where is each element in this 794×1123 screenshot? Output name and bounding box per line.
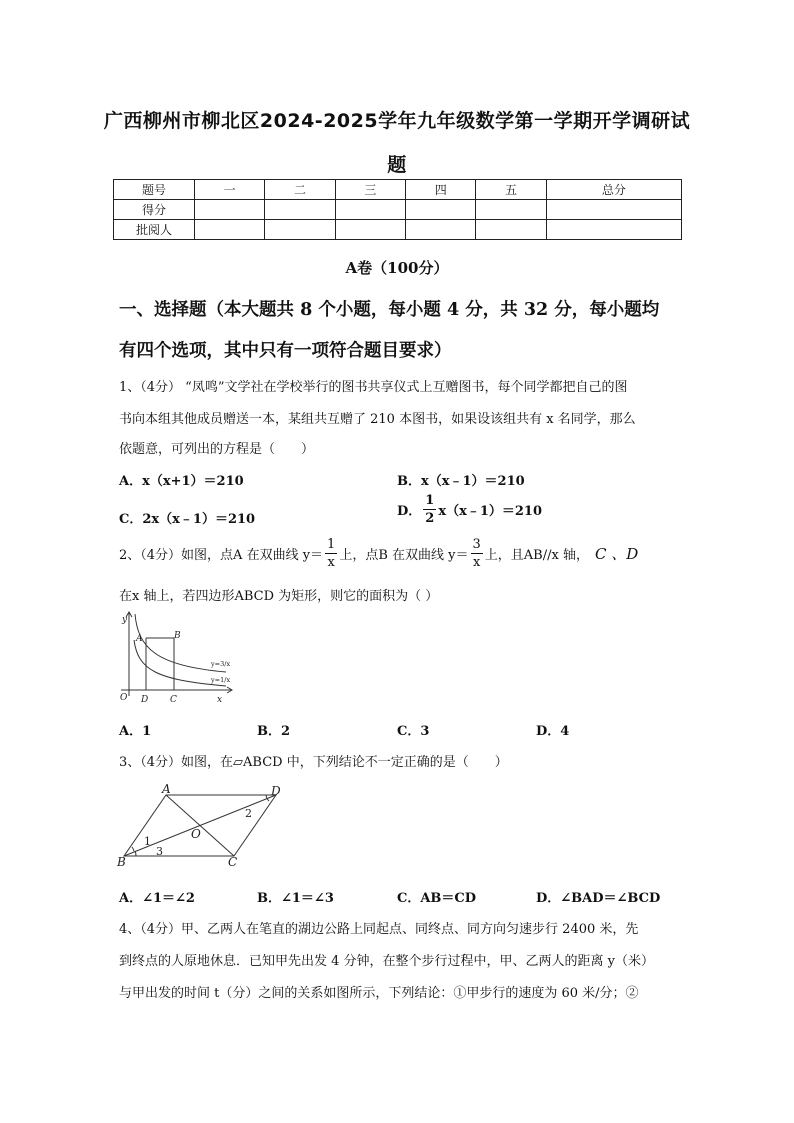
- fraction-denominator: x: [327, 555, 335, 570]
- q1-stem-line1: 1、（4分） “凤鸣”文学社在学校举行的图书共享仪式上互赠图书，每个同学都把自己的图: [119, 380, 628, 395]
- q2-text-part3: 上，且AB//x 轴，: [484, 548, 589, 563]
- fig-label-x: x: [217, 695, 223, 705]
- fig-curve-label-1x: y=1/x: [211, 676, 231, 684]
- q4-stem-line1: 4、（4分）甲、乙两人在笔直的湖边公路上同起点、同终点、同方向匀速步行 2400 米，先: [119, 922, 639, 937]
- fig-angle-3: 3: [156, 845, 163, 858]
- q2-option-c[interactable]: C．3: [397, 724, 430, 739]
- section1-heading-line2: 有四个选项，其中只有一项符合题目要求）: [119, 341, 452, 361]
- fraction-denominator: 2: [425, 511, 435, 526]
- q2-fraction-2: [471, 538, 483, 569]
- q2-fraction-1: [325, 538, 337, 569]
- q1-stem-line3: 依题意，可列出的方程是（ ）: [119, 442, 315, 457]
- reviewer-cell[interactable]: [265, 220, 335, 240]
- q1-option-d-rest: x（x﹣1）＝210: [438, 504, 543, 519]
- fraction-numerator: 1: [425, 493, 435, 508]
- score-cell[interactable]: [406, 200, 476, 220]
- score-cell[interactable]: [335, 200, 405, 220]
- q1-stem-line2: 书向本组其他成员赠送一本，某组共互赠了 210 本图书，如果设该组共有 x 名同学，那么: [119, 412, 636, 427]
- score-cell[interactable]: [546, 200, 681, 220]
- section1-heading-line1: 一、选择题（本大题共 8 个小题，每小题 4 分，共 32 分，每小题均: [119, 300, 660, 320]
- fraction-numerator: 3: [472, 537, 481, 552]
- q3-option-d[interactable]: D．∠BAD＝∠BCD: [536, 891, 661, 906]
- score-cell[interactable]: [265, 200, 335, 220]
- q2-hyperbola-figure: [116, 608, 238, 708]
- fig-label-d: D: [271, 784, 281, 798]
- q2-text-part4: C 、D: [594, 545, 639, 563]
- reviewer-cell[interactable]: [195, 220, 265, 240]
- q3-option-a[interactable]: A．∠1＝∠2: [119, 891, 195, 906]
- exam-title-line1: 广西柳州市柳北区2024-2025学年九年级数学第一学期开学调研试: [103, 110, 691, 132]
- row-label: 批阅人: [114, 220, 195, 240]
- q1-option-d-fraction: [423, 494, 436, 525]
- fig-label-c: C: [228, 855, 238, 869]
- fraction-numerator: 1: [327, 537, 336, 552]
- q1-option-d[interactable]: [397, 494, 542, 525]
- fig-angle-2: 2: [245, 807, 252, 820]
- q1-option-b[interactable]: B．x（x﹣1）＝210: [397, 474, 525, 489]
- fig-label-y: y: [122, 615, 128, 625]
- reviewer-cell[interactable]: [335, 220, 405, 240]
- q3-parallelogram-figure: [116, 781, 288, 871]
- reviewer-cell[interactable]: [406, 220, 476, 240]
- fig-label-d: D: [141, 695, 149, 705]
- header-cell: 三: [335, 180, 405, 200]
- row-label: 得分: [114, 200, 195, 220]
- q3-option-b[interactable]: B．∠1＝∠3: [257, 891, 334, 906]
- score-table: [113, 179, 682, 240]
- fig-angle-1: 1: [144, 835, 151, 848]
- q1-option-d-prefix: D．: [397, 504, 422, 519]
- q3-stem: 3、（4分）如图，在▱ABCD 中，下列结论不一定正确的是（ ）: [119, 755, 508, 770]
- score-cell[interactable]: [476, 200, 546, 220]
- reviewer-cell[interactable]: [476, 220, 546, 240]
- q3-option-c[interactable]: C．AB＝CD: [397, 891, 477, 906]
- fig-label-a: A: [136, 634, 143, 644]
- header-cell: 一: [195, 180, 265, 200]
- volume-label: A卷（100分）: [345, 259, 449, 277]
- reviewer-row: [114, 220, 682, 240]
- q2-option-d[interactable]: D．4: [536, 724, 570, 739]
- header-cell: 总分: [546, 180, 681, 200]
- exam-title-line2: 题: [387, 154, 407, 176]
- fig-label-o: O: [120, 693, 128, 703]
- q2-stem-line2: 在x 轴上，若四边形ABCD 为矩形，则它的面积为（ ）: [119, 589, 439, 604]
- q2-option-a[interactable]: A．1: [119, 724, 152, 739]
- fig-label-c: C: [170, 695, 177, 705]
- fig-label-a: A: [162, 782, 171, 796]
- reviewer-cell[interactable]: [546, 220, 681, 240]
- fig-label-b: B: [117, 855, 126, 869]
- q2-option-b[interactable]: B．2: [257, 724, 291, 739]
- q2-text-part2: 上，点B 在双曲线 y＝: [339, 548, 469, 563]
- header-cell: 二: [265, 180, 335, 200]
- q1-option-c[interactable]: C．2x（x﹣1）＝210: [119, 512, 256, 527]
- q2-text-part1: 2、（4分）如图，点A 在双曲线 y＝: [119, 548, 324, 563]
- q1-option-a[interactable]: A．x（x+1）＝210: [119, 474, 244, 489]
- score-row: [114, 200, 682, 220]
- fig-label-o: O: [191, 827, 201, 841]
- header-cell: 题号: [114, 180, 195, 200]
- header-cell: 五: [476, 180, 546, 200]
- fraction-denominator: x: [472, 555, 481, 570]
- score-cell[interactable]: [195, 200, 265, 220]
- header-cell: 四: [406, 180, 476, 200]
- q4-stem-line3: 与甲出发的时间 t（分）之间的关系如图所示，下列结论：①甲步行的速度为 60 米/分；②: [119, 986, 639, 1001]
- q2-stem-line1: [119, 538, 638, 569]
- q4-stem-line2: 到终点的人原地休息．已知甲先出发 4 分钟，在整个步行过程中，甲、乙两人的距离 y（米）: [119, 954, 655, 969]
- fig-curve-label-3x: y=3/x: [211, 660, 231, 668]
- score-table-header-row: [114, 180, 682, 200]
- fig-label-b: B: [174, 631, 181, 641]
